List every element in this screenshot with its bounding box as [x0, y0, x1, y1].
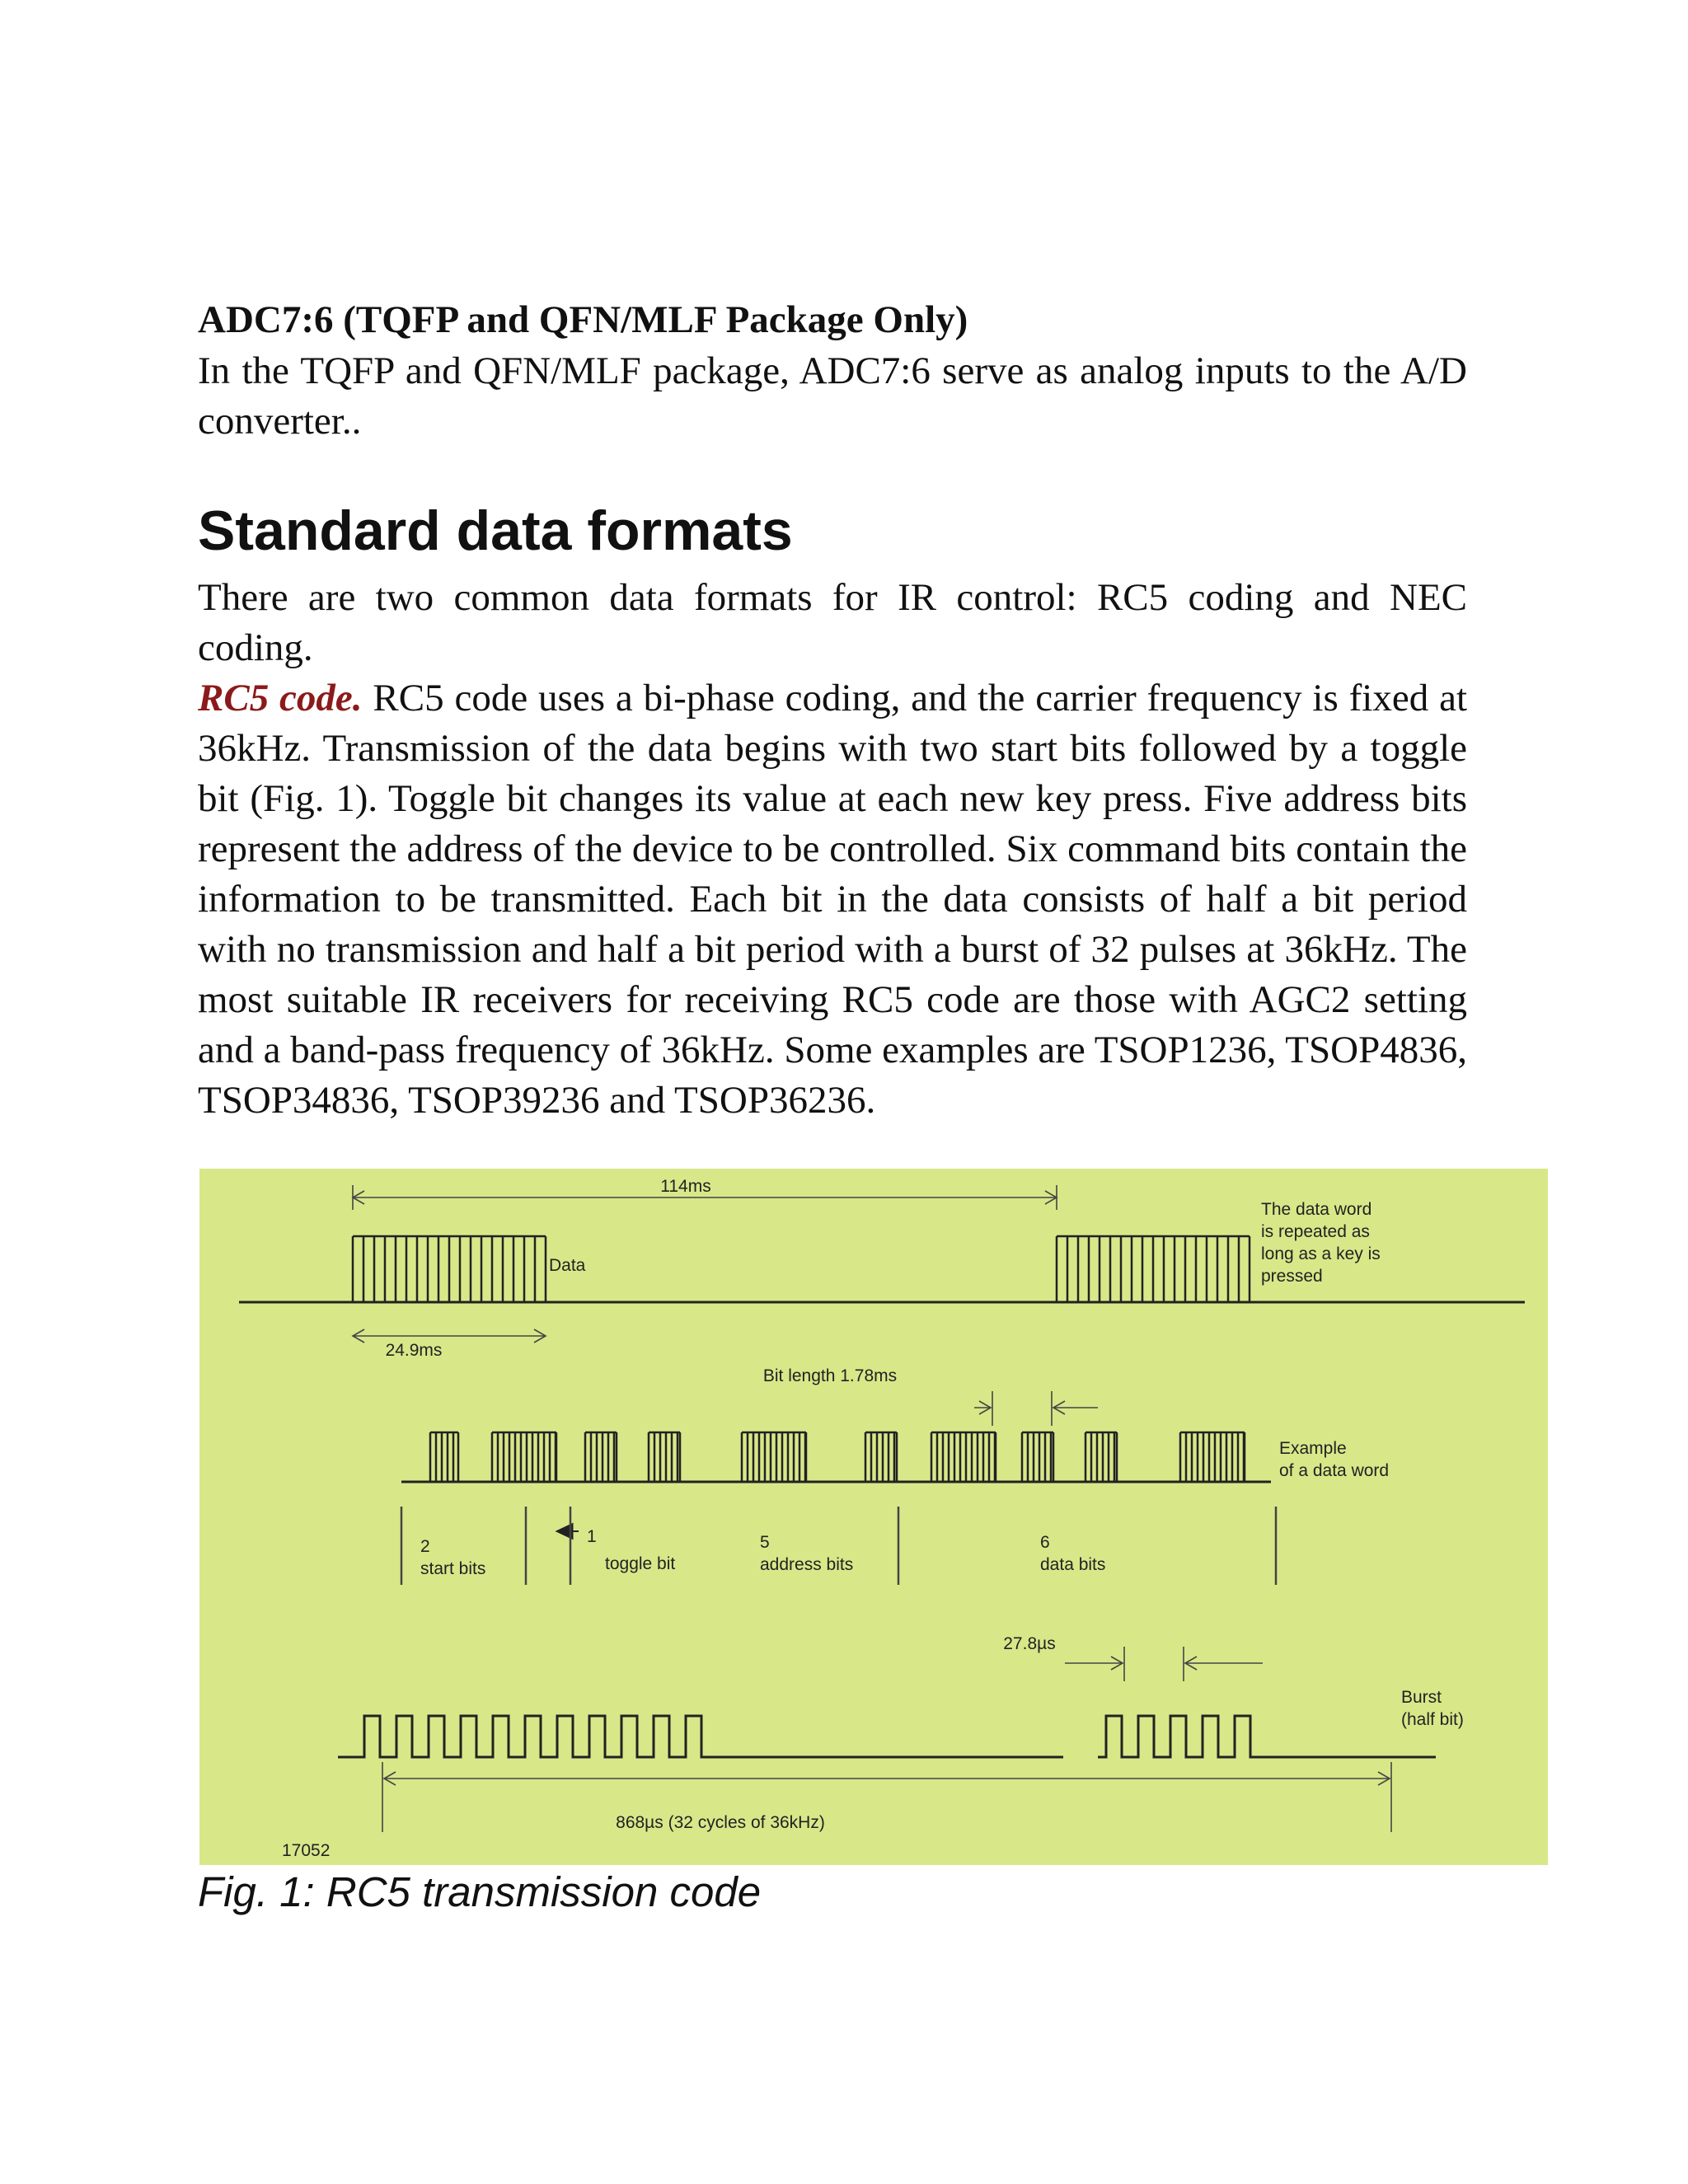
row2-burst-5 — [742, 1432, 806, 1482]
rc5-text: RC5 code uses a bi-phase coding, and the carrier frequency is fixed at 36kHz. Transmission of the data begins with two start bits followed by a toggle bit (Fig. 1). Toggle bit changes its value at each new key press. Five address bits represent the address of the device to be controlled. Six command bits contain the information to be transmitted. Each bit in the data consists of half a bit period with no transmission and half a bit period with a burst of 32 pulses at 36kHz. The most suitable IR receivers for receiving RC5 code are those with AGC2 setting and a band-pass frequency of 36kHz. Some examples are TSOP1236, TSOP4836, TSOP34836, TSOP39236 and TSOP36236. — [198, 677, 1468, 1122]
row2-burst-6 — [865, 1432, 897, 1482]
row2-burst-7 — [931, 1432, 996, 1482]
paragraph-rc5 — [198, 673, 1467, 1126]
label-bit-length: Bit length 1.78ms — [762, 1366, 898, 1385]
repeat-note-3: long as a key is — [1261, 1244, 1381, 1263]
start-bits-count: 2 — [420, 1537, 430, 1556]
burst-note-1: Burst — [1401, 1688, 1442, 1707]
paragraph-intro: There are two common data formats for IR control: RC5 coding and NEC coding. — [198, 576, 1467, 669]
row2-burst-4 — [649, 1432, 680, 1482]
figure-caption: Fig. 1: RC5 transmission code — [198, 1868, 762, 1915]
burst-note-2: (half bit) — [1401, 1710, 1464, 1729]
label-27-8us: 27.8µs — [1003, 1634, 1056, 1653]
label-24-9ms: 24.9ms — [385, 1341, 443, 1360]
row3-carrier-first — [338, 1716, 1063, 1757]
data-bits-count: 6 — [1040, 1533, 1050, 1552]
section-heading-adc: ADC7:6 (TQFP and QFN/MLF Package Only) — [198, 298, 968, 341]
rc5-timing-diagram — [199, 1169, 1548, 1865]
example-note-1: Example — [1279, 1439, 1347, 1458]
row3-carrier-second — [1098, 1716, 1436, 1757]
example-note-2: of a data word — [1279, 1461, 1390, 1480]
toggle-bit-count: 1 — [587, 1527, 597, 1546]
row2-burst-10 — [1180, 1432, 1245, 1482]
row2-burst-8 — [1022, 1432, 1053, 1482]
row1-burst-repeat — [1057, 1236, 1250, 1302]
label-data: Data — [549, 1256, 586, 1275]
address-bits-count: 5 — [760, 1533, 770, 1552]
label-114ms: 114ms — [660, 1177, 711, 1196]
rc5-figure — [199, 1169, 1548, 1865]
row2-burst-2 — [492, 1432, 556, 1482]
toggle-bit-label: toggle bit — [605, 1554, 676, 1573]
start-bits-label: start bits — [420, 1559, 486, 1578]
repeat-note-2: is repeated as — [1261, 1222, 1370, 1241]
section-heading-data-formats: Standard data formats — [198, 499, 793, 562]
rc5-label: RC5 code. — [198, 677, 363, 719]
row1-burst-first — [353, 1236, 546, 1302]
data-bits-label: data bits — [1040, 1555, 1106, 1574]
row2-burst-1 — [430, 1432, 458, 1482]
paragraph-adc: In the TQFP and QFN/MLF package, ADC7:6 serve as analog inputs to the A/D converter.. — [198, 349, 1467, 443]
figure-id: 17052 — [282, 1841, 331, 1860]
label-868us: 868µs (32 cycles of 36kHz) — [616, 1813, 825, 1832]
row2-burst-9 — [1085, 1432, 1117, 1482]
address-bits-label: address bits — [760, 1555, 854, 1574]
row2-burst-3 — [585, 1432, 617, 1482]
repeat-note-4: pressed — [1261, 1267, 1323, 1286]
repeat-note-1: The data word — [1261, 1200, 1372, 1219]
